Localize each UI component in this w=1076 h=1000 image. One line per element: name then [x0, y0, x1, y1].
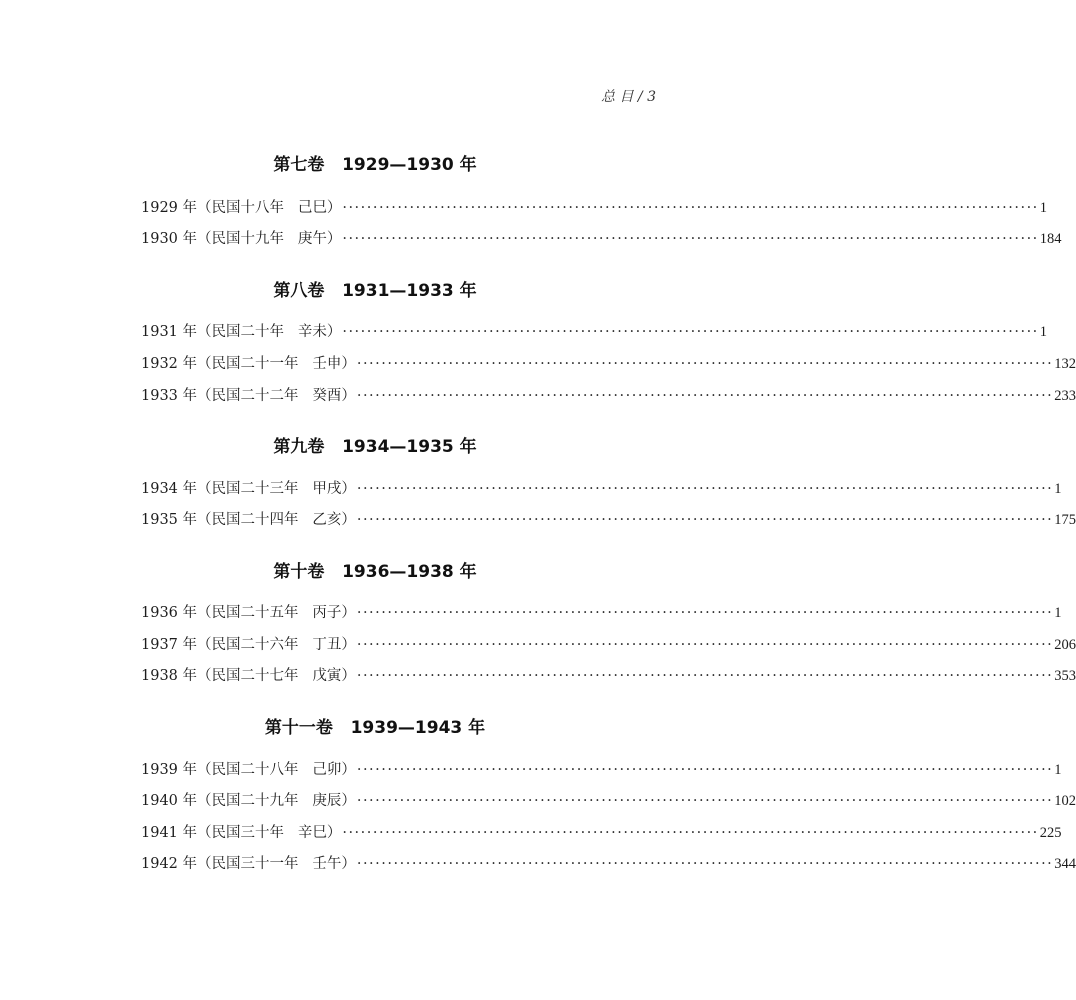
- page-number: 1: [1054, 605, 1062, 621]
- volume-title: 第九卷 1934—1935 年: [273, 437, 477, 457]
- volume-title: 第八卷 1931—1933 年: [273, 281, 477, 301]
- entry-label: 1936 年（民国二十五年 丙子）: [141, 605, 356, 621]
- page-number: 233: [1054, 388, 1076, 404]
- page-number: 1: [1039, 324, 1048, 340]
- toc-entry[interactable]: [141, 510, 1076, 530]
- entry-label: 1937 年（民国二十六年 丁丑）: [141, 637, 356, 653]
- entry-label: 1932 年（民国二十一年 壬申）: [141, 356, 356, 372]
- page-number: 206: [1054, 637, 1076, 653]
- running-head: 总 目 / 3: [601, 89, 656, 105]
- page-number: 102: [1054, 793, 1076, 809]
- dot-leader: ··················································································································: [342, 200, 1039, 216]
- volume-title: 第十一卷 1939—1943 年: [264, 718, 486, 738]
- page-number: 353: [1054, 668, 1076, 684]
- volume-title: 第十卷 1936—1938 年: [273, 562, 477, 582]
- dot-leader: ··················································································································: [342, 324, 1039, 340]
- dot-leader: ··················································································································: [356, 856, 1054, 872]
- volume-title: 第七卷 1929—1930 年: [273, 155, 477, 175]
- entry-label: 1933 年（民国二十二年 癸酉）: [141, 388, 356, 404]
- dot-leader: ··················································································································: [356, 762, 1054, 778]
- toc-entry[interactable]: [141, 760, 1062, 780]
- dot-leader: ··················································································································: [356, 668, 1054, 684]
- page-number: 225: [1039, 825, 1062, 841]
- dot-leader: ··················································································································: [356, 481, 1054, 497]
- toc-entry[interactable]: [141, 322, 1048, 342]
- dot-leader: ··················································································································: [356, 388, 1054, 404]
- dot-leader: ··················································································································: [356, 356, 1054, 372]
- toc-entry[interactable]: [141, 791, 1076, 811]
- page-number: 1: [1039, 200, 1048, 216]
- entry-label: 1942 年（民国三十一年 壬午）: [141, 856, 356, 872]
- dot-leader: ··················································································································: [356, 512, 1054, 528]
- entry-label: 1935 年（民国二十四年 乙亥）: [141, 512, 356, 528]
- dot-leader: ··················································································································: [342, 825, 1039, 841]
- page-number: 344: [1054, 856, 1076, 872]
- page-number: 184: [1039, 231, 1062, 247]
- dot-leader: ··················································································································: [356, 637, 1054, 653]
- dot-leader: ··················································································································: [356, 605, 1054, 621]
- dot-leader: ··················································································································: [342, 231, 1039, 247]
- toc-entry[interactable]: [141, 479, 1062, 499]
- toc-entry[interactable]: [141, 386, 1076, 406]
- page-number: 132: [1054, 356, 1076, 372]
- toc-entry[interactable]: [141, 354, 1076, 374]
- dot-leader: ··················································································································: [356, 793, 1054, 809]
- entry-label: 1938 年（民国二十七年 戊寅）: [141, 668, 356, 684]
- toc-entry[interactable]: [141, 603, 1062, 623]
- entry-label: 1934 年（民国二十三年 甲戌）: [141, 481, 356, 497]
- entry-label: 1930 年（民国十九年 庚午）: [141, 231, 342, 247]
- page-number: 1: [1054, 481, 1062, 497]
- entry-label: 1931 年（民国二十年 辛未）: [141, 324, 342, 340]
- toc-entry[interactable]: [141, 854, 1076, 874]
- entry-label: 1929 年（民国十八年 己巳）: [141, 200, 342, 216]
- page-number: 175: [1054, 512, 1076, 528]
- toc-entry[interactable]: [141, 198, 1048, 218]
- toc-entry[interactable]: [141, 823, 1062, 843]
- entry-label: 1940 年（民国二十九年 庚辰）: [141, 793, 356, 809]
- entry-label: 1941 年（民国三十年 辛巳）: [141, 825, 342, 841]
- entry-label: 1939 年（民国二十八年 己卯）: [141, 762, 356, 778]
- toc-entry[interactable]: [141, 666, 1076, 686]
- toc-entry[interactable]: [141, 229, 1062, 249]
- page-number: 1: [1054, 762, 1062, 778]
- toc-entry[interactable]: [141, 635, 1076, 655]
